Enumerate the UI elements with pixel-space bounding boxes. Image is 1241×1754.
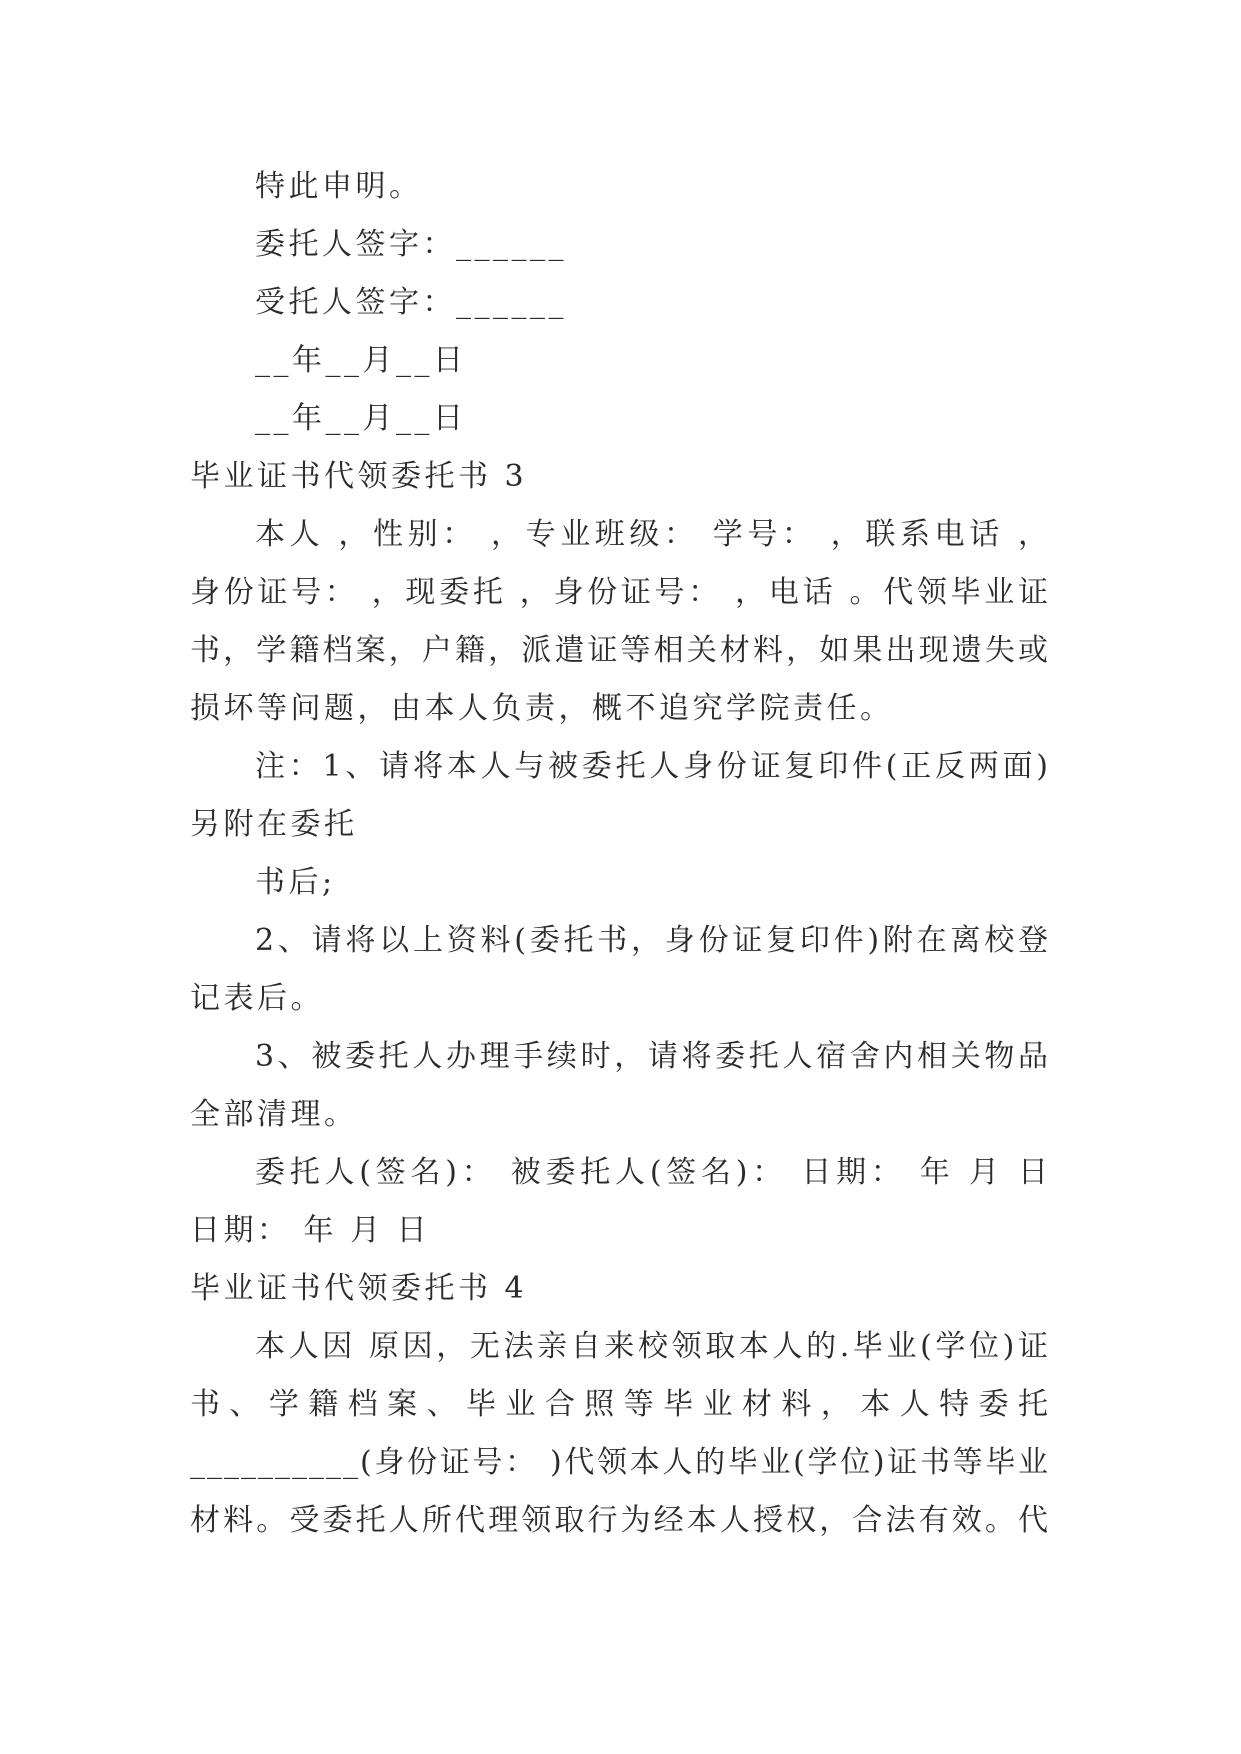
note-line: 另附在委托	[190, 807, 358, 842]
date-line: __年__月__日	[255, 343, 467, 378]
note-line: 书后;	[255, 865, 336, 900]
note-line: 注：1、请将本人与被委托人身份证复印件(正反两面)	[255, 749, 1050, 784]
paragraph-line: 材料。受委托人所代理领取行为经本人授权，合法有效。代	[190, 1503, 1050, 1538]
agent-signature-line: 受托人签字：______	[255, 285, 567, 320]
date-line: __年__月__日	[255, 401, 467, 436]
note-item-3: 全部清理。	[190, 1097, 358, 1132]
paragraph-line: 身份证号： ，现委托 ，身份证号： ，电话 。代领毕业证	[190, 575, 1050, 610]
note-item-2: 记表后。	[190, 981, 324, 1016]
paragraph-line: __________(身份证号： )代领本人的毕业(学位)证书等毕业	[190, 1445, 1050, 1480]
date-line: 日期： 年 月 日	[190, 1213, 431, 1248]
note-item-3: 3、被委托人办理手续时，请将委托人宿舍内相关物品	[255, 1039, 1050, 1074]
paragraph-line: 书、学籍档案、毕业合照等毕业材料，本人特委托	[190, 1387, 1050, 1422]
principal-signature-line: 委托人签字：______	[255, 227, 567, 262]
section-heading: 毕业证书代领委托书 3	[190, 459, 528, 494]
note-item-2: 2、请将以上资料(委托书，身份证复印件)附在离校登	[255, 923, 1050, 958]
paragraph-line: 本人因 原因，无法亲自来校领取本人的.毕业(学位)证	[255, 1329, 1050, 1364]
closing-statement: 特此申明。	[255, 169, 423, 204]
paragraph-line: 书，学籍档案，户籍，派遣证等相关材料，如果出现遗失或	[190, 633, 1050, 668]
paragraph-line: 损坏等问题，由本人负责，概不追究学院责任。	[190, 691, 894, 726]
signature-row: 委托人(签名)： 被委托人(签名)： 日期： 年 月 日	[255, 1155, 1050, 1190]
paragraph-line: 本人 ，性别： ，专业班级： 学号： ，联系电话 ，	[255, 517, 1050, 552]
section-heading: 毕业证书代领委托书 4	[190, 1271, 528, 1306]
